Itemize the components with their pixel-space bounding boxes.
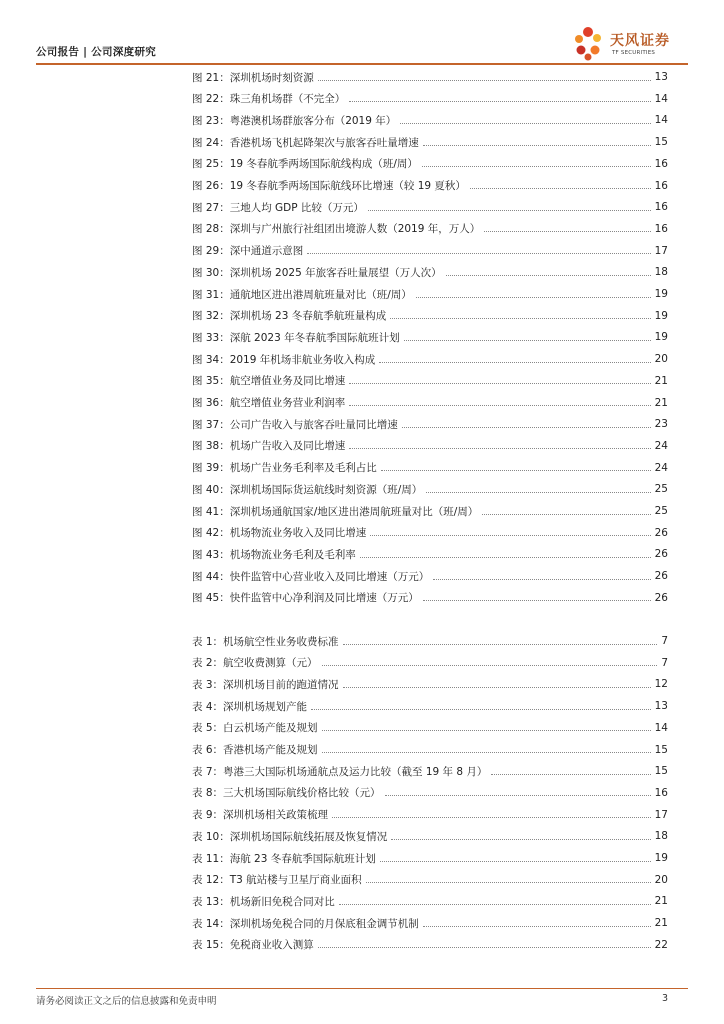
toc-entry[interactable] xyxy=(192,243,668,259)
toc-entry-page: 16 xyxy=(654,222,668,235)
toc-entry-page: 25 xyxy=(654,505,668,517)
toc-entry-label: 图 45：快件监管中心净利润及同比增速（万元） xyxy=(192,592,419,605)
toc-entry[interactable] xyxy=(192,742,668,758)
toc-leader-dots xyxy=(322,665,658,666)
toc-entry-label: 图 24：香港机场飞机起降架次与旅客吞吐量增速 xyxy=(192,136,419,149)
toc-entry-page: 24 xyxy=(654,439,668,452)
toc-entry-page: 7 xyxy=(661,635,668,647)
toc-entry-label: 图 25：19 冬春航季两场国际航线构成（班/周） xyxy=(192,158,418,171)
toc-entry-page: 20 xyxy=(654,873,668,886)
flower-logo-icon xyxy=(570,26,606,62)
logo-text-en: TF SECURITIES xyxy=(612,50,656,56)
toc-entry[interactable] xyxy=(192,112,668,128)
toc-leader-dots xyxy=(484,231,650,232)
toc-entry[interactable] xyxy=(192,373,668,389)
toc-entry-label: 图 34：2019 年机场非航业务收入构成 xyxy=(192,353,376,366)
toc-leader-dots xyxy=(391,839,650,840)
toc-entry-page: 24 xyxy=(654,461,668,474)
toc-entry-label: 表 11：海航 23 冬春航季国际航班计划 xyxy=(192,852,376,865)
page-number: 3 xyxy=(661,993,668,1004)
toc-entry[interactable] xyxy=(192,351,668,367)
toc-entry-label: 图 30：深圳机场 2025 年旅客吞吐量展望（万人次） xyxy=(192,266,442,279)
toc-entry[interactable] xyxy=(192,698,668,714)
toc-entry[interactable] xyxy=(192,568,668,584)
toc-leader-dots xyxy=(343,644,658,645)
footer-divider xyxy=(36,988,688,989)
toc-entry-page: 21 xyxy=(654,374,668,387)
toc-entry-page: 13 xyxy=(654,700,668,713)
toc-entry[interactable] xyxy=(192,221,668,237)
toc-entry[interactable] xyxy=(192,676,668,692)
toc-leader-dots xyxy=(349,448,650,449)
toc-entry-page: 16 xyxy=(654,157,668,170)
toc-leader-dots xyxy=(433,579,650,580)
toc-entry-label: 图 43：机场物流业务毛利及毛利率 xyxy=(192,548,356,561)
toc-entry[interactable] xyxy=(192,828,668,844)
toc-entry[interactable] xyxy=(192,308,668,324)
toc-leader-dots xyxy=(360,557,651,558)
toc-entry-label: 表 7：粤港三大国际机场通航点及运力比较（截至 19 年 8 月） xyxy=(192,765,488,778)
toc-entry-label: 表 2：航空收费测算（元） xyxy=(192,657,318,670)
toc-leader-dots xyxy=(491,774,650,775)
toc-leader-dots xyxy=(385,795,651,796)
toc-entry-page: 19 xyxy=(654,331,668,344)
toc-entry-label: 图 22：珠三角机场群（不完全） xyxy=(192,93,346,106)
toc-entry-page: 14 xyxy=(654,92,668,105)
toc-entry-label: 图 33：深航 2023 年冬春航季国际航班计划 xyxy=(192,331,400,344)
toc-entry-label: 图 29：深中通道示意图 xyxy=(192,245,304,258)
toc-entry[interactable] xyxy=(192,937,668,953)
toc-entry-page: 15 xyxy=(654,743,668,756)
toc-entry-label: 图 31：通航地区进出港周航班量对比（班/周） xyxy=(192,288,412,301)
toc-leader-dots xyxy=(390,318,650,319)
toc-entry-page: 25 xyxy=(654,483,668,496)
toc-entry-page: 12 xyxy=(654,678,668,691)
toc-leader-dots xyxy=(339,904,651,905)
toc-entry[interactable] xyxy=(192,395,668,411)
toc-entry-page: 19 xyxy=(654,309,668,322)
toc-entry[interactable] xyxy=(192,807,668,823)
toc-entry-label: 图 28：深圳与广州旅行社组团出境游人数（2019 年，万人） xyxy=(192,223,481,236)
toc-entry-label: 表 6：香港机场产能及规划 xyxy=(192,744,318,756)
toc-entry-label: 图 36：航空增值业务营业利润率 xyxy=(192,397,346,409)
toc-entry-label: 图 41：深圳机场通航国家/地区进出港周航班量对比（班/周） xyxy=(192,505,479,518)
toc-entry[interactable] xyxy=(192,329,668,345)
toc-entry[interactable] xyxy=(192,785,668,801)
toc-leader-dots xyxy=(404,340,651,341)
toc-entry-label: 图 40：深圳机场国际货运航线时刻资源（班/周） xyxy=(192,483,423,496)
toc-entry-page: 18 xyxy=(654,830,668,843)
toc-leader-dots xyxy=(349,405,650,406)
toc-entry[interactable] xyxy=(192,546,668,562)
toc-leader-dots xyxy=(423,926,651,927)
toc-leader-dots xyxy=(381,470,651,471)
toc-entry[interactable] xyxy=(192,850,668,866)
toc-leader-dots xyxy=(402,427,651,428)
toc-entry[interactable] xyxy=(192,525,668,541)
toc-entry-page: 19 xyxy=(654,288,668,300)
toc-entry-label: 表 5：白云机场产能及规划 xyxy=(192,722,318,735)
toc-leader-dots xyxy=(482,514,650,515)
toc-entry[interactable] xyxy=(192,893,668,909)
toc-entry-label: 表 4：深圳机场规划产能 xyxy=(192,700,308,713)
toc-entry-page: 15 xyxy=(654,136,668,149)
toc-entry[interactable] xyxy=(192,763,668,779)
toc-entry[interactable] xyxy=(192,134,668,150)
toc-entry-page: 22 xyxy=(654,938,668,951)
toc-entry-page: 21 xyxy=(654,895,668,908)
toc-leader-dots xyxy=(349,101,650,102)
toc-entry[interactable] xyxy=(192,872,668,888)
toc-leader-dots xyxy=(470,188,651,189)
toc-entry-label: 图 21：深圳机场时刻资源 xyxy=(192,71,314,84)
toc-entry[interactable] xyxy=(192,438,668,454)
toc-leader-dots xyxy=(311,709,651,710)
toc-leader-dots xyxy=(422,166,651,167)
toc-entry[interactable] xyxy=(192,633,668,649)
toc-entry-label: 表 15：免税商业收入测算 xyxy=(192,939,314,952)
toc-entry-page: 26 xyxy=(654,526,668,539)
toc-leader-dots xyxy=(380,861,651,862)
toc-entry-label: 图 38：机场广告收入及同比增速 xyxy=(192,440,346,453)
toc-entry[interactable] xyxy=(192,178,668,194)
toc-entry-page: 13 xyxy=(654,71,668,83)
toc-leader-dots xyxy=(322,730,651,731)
toc-leader-dots xyxy=(318,80,651,81)
toc-entry-label: 表 13：机场新旧免税合同对比 xyxy=(192,895,335,908)
toc-entry-label: 图 35：航空增值业务及同比增速 xyxy=(192,375,346,388)
toc-entry[interactable] xyxy=(192,199,668,215)
toc-leader-dots xyxy=(368,210,651,211)
toc-entry-page: 21 xyxy=(654,917,668,930)
toc-entry-label: 图 37：公司广告收入与旅客吞吐量同比增速 xyxy=(192,418,398,431)
toc-entry[interactable] xyxy=(192,69,668,85)
toc-entry[interactable] xyxy=(192,156,668,172)
toc-entry-page: 21 xyxy=(654,396,668,409)
toc-entry-page: 14 xyxy=(654,721,668,734)
toc-entry-page: 7 xyxy=(661,656,668,669)
toc-entry-label: 表 8：三大机场国际航线价格比较（元） xyxy=(192,787,381,800)
toc-leader-dots xyxy=(322,752,651,753)
toc-entry-page: 16 xyxy=(654,786,668,799)
toc-entry[interactable] xyxy=(192,481,668,497)
toc-entry-page: 26 xyxy=(654,591,668,604)
toc-leader-dots xyxy=(426,492,650,493)
toc-entry-label: 图 39：机场广告业务毛利率及毛利占比 xyxy=(192,462,377,475)
toc-entry-page: 18 xyxy=(654,266,668,279)
toc-leader-dots xyxy=(318,947,651,948)
disclaimer-text: 请务必阅读正文之后的信息披露和免责申明 xyxy=(36,996,217,1007)
toc-entry-page: 15 xyxy=(654,765,668,778)
toc-entry-label: 图 42：机场物流业务收入及同比增速 xyxy=(192,527,367,540)
toc-entry-label: 图 27：三地人均 GDP 比较（万元） xyxy=(192,201,364,214)
toc-leader-dots xyxy=(366,882,651,883)
toc-entry-label: 表 1：机场航空性业务收费标准 xyxy=(192,635,339,648)
toc-entry-page: 14 xyxy=(654,114,668,127)
toc-entry-label: 图 26：19 冬春航季两场国际航线环比增速（较 19 夏秋） xyxy=(192,180,466,192)
toc-entry[interactable] xyxy=(192,915,668,931)
toc-leader-dots xyxy=(416,297,651,298)
toc-leader-dots xyxy=(379,362,650,363)
toc-entry-label: 图 23：粤港澳机场群旅客分布（2019 年） xyxy=(192,114,397,127)
company-logo xyxy=(570,26,690,62)
report-type: 公司报告 | 公司深度研究 xyxy=(36,46,157,58)
header-divider xyxy=(36,63,688,65)
toc-entry-page: 26 xyxy=(654,570,668,583)
toc-entry-label: 图 44：快件监管中心营业收入及同比增速（万元） xyxy=(192,570,430,583)
toc-leader-dots xyxy=(343,687,651,688)
toc-entry-label: 表 9：深圳机场相关政策梳理 xyxy=(192,809,329,822)
toc-entry[interactable] xyxy=(192,264,668,280)
toc-entry-label: 表 14：深圳机场免税合同的月保底租金调节机制 xyxy=(192,917,419,930)
toc-entry-page: 26 xyxy=(654,548,668,561)
toc-entry[interactable] xyxy=(192,655,668,671)
logo-text-cn: 天风证券 xyxy=(610,33,670,49)
toc-entry[interactable] xyxy=(192,590,668,606)
toc-leader-dots xyxy=(423,600,651,601)
toc-entry[interactable] xyxy=(192,416,668,432)
toc-entry-label: 图 32：深圳机场 23 冬春航季航班量构成 xyxy=(192,310,387,323)
toc-entry[interactable] xyxy=(192,286,668,302)
toc-entry-page: 16 xyxy=(654,201,668,214)
toc-entry-page: 17 xyxy=(654,808,668,821)
toc-leader-dots xyxy=(400,123,650,124)
toc-entry-page: 17 xyxy=(654,244,668,257)
toc-entry-page: 16 xyxy=(654,179,668,192)
toc-entry-label: 表 12：T3 航站楼与卫星厅商业面积 xyxy=(192,874,362,887)
toc-leader-dots xyxy=(349,383,650,384)
toc-leader-dots xyxy=(332,817,651,818)
toc-entry[interactable] xyxy=(192,503,668,519)
toc-leader-dots xyxy=(446,275,651,276)
toc-entry-label: 表 10：深圳机场国际航线拓展及恢复情况 xyxy=(192,830,388,843)
toc-leader-dots xyxy=(370,535,650,536)
toc-entry-label: 表 3：深圳机场目前的跑道情况 xyxy=(192,678,339,691)
toc-entry-page: 23 xyxy=(654,418,668,431)
toc-entry-page: 20 xyxy=(654,353,668,366)
toc-leader-dots xyxy=(307,253,650,254)
toc-entry[interactable] xyxy=(192,91,668,107)
toc-entry[interactable] xyxy=(192,720,668,736)
toc-leader-dots xyxy=(423,145,651,146)
toc-entry-page: 19 xyxy=(654,852,668,864)
toc-entry[interactable] xyxy=(192,460,668,476)
